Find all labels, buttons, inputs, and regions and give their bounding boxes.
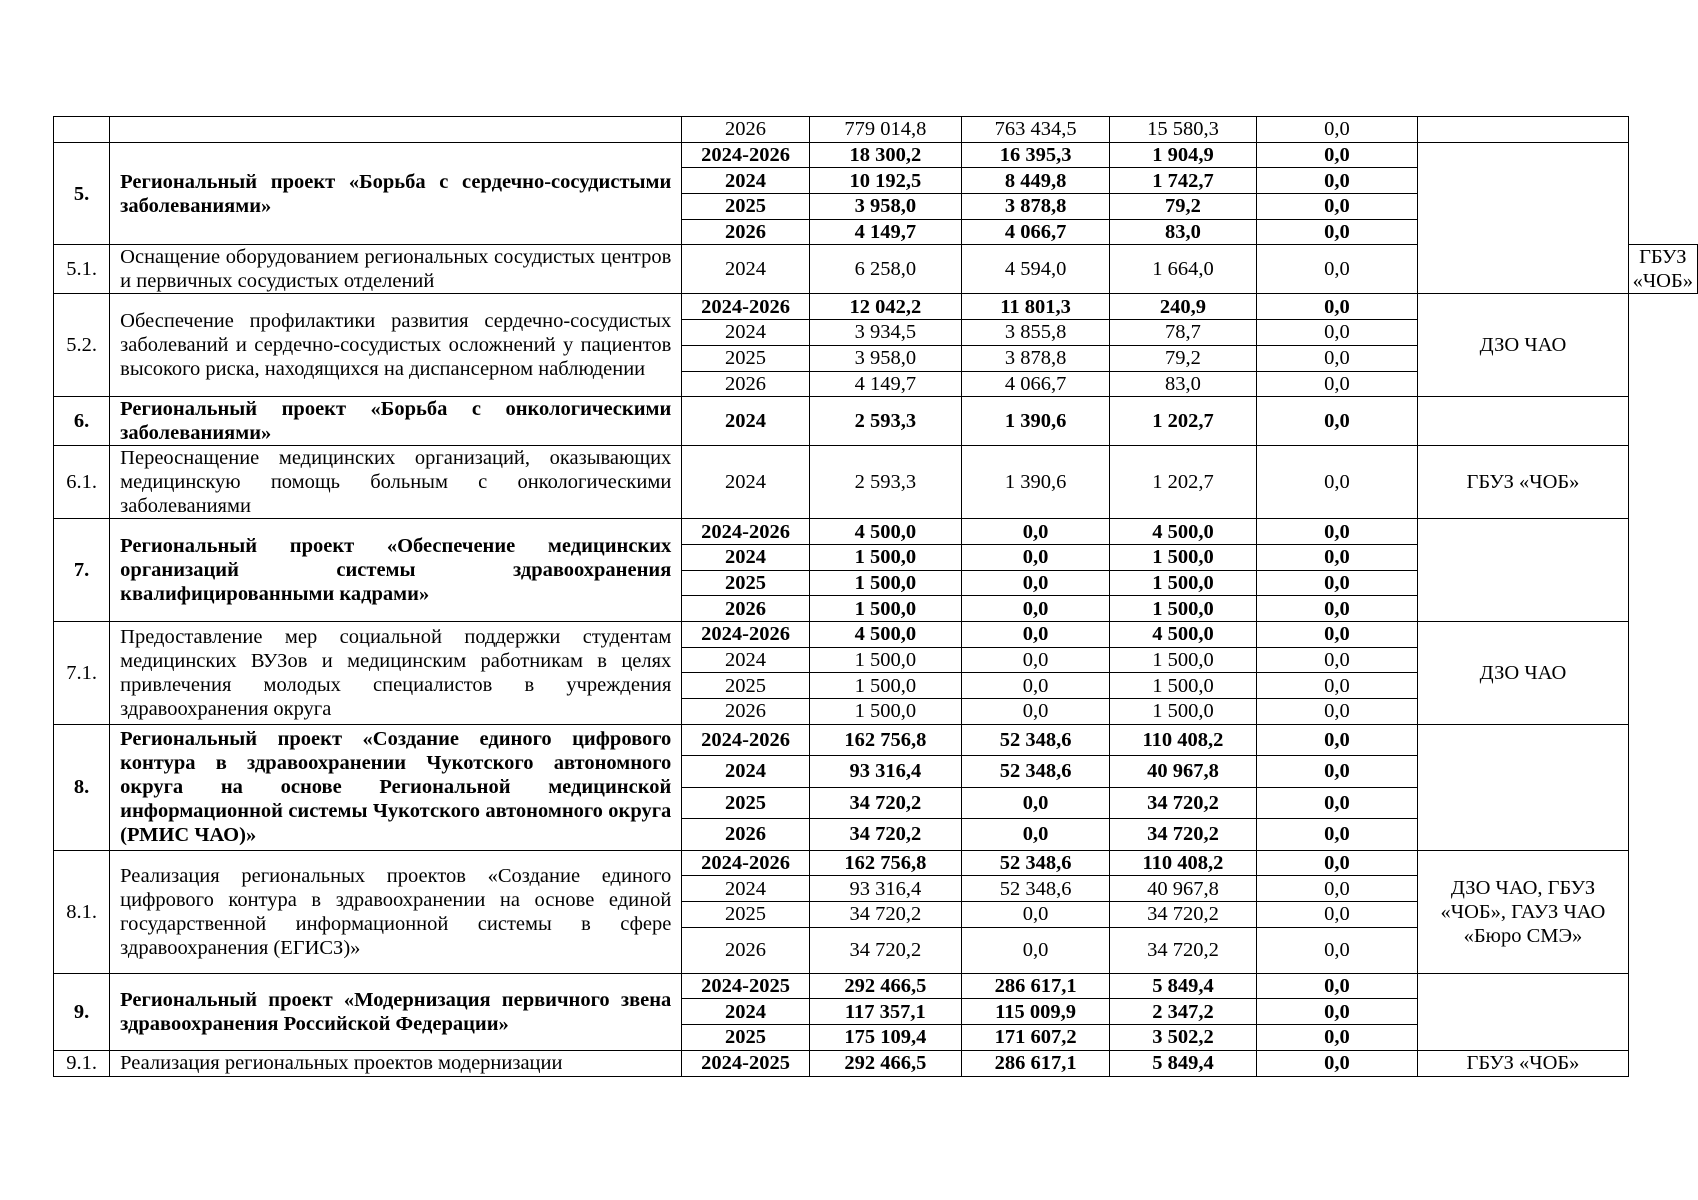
other-sources-cell: 0,0: [1256, 850, 1418, 876]
total-cell: 93 316,4: [809, 756, 961, 788]
total-cell: 1 500,0: [809, 570, 961, 596]
table-row: [54, 973, 1698, 999]
other-sources-cell: 0,0: [1256, 596, 1418, 622]
responsible-cell: [1418, 117, 1628, 143]
regional-budget-cell: 240,9: [1110, 294, 1256, 320]
table-row: [54, 850, 1698, 876]
other-sources-cell: 0,0: [1256, 371, 1418, 397]
row-number: 5.1.: [54, 245, 110, 294]
year-cell: 2024-2026: [682, 519, 809, 545]
regional-budget-cell: 1 202,7: [1110, 446, 1256, 519]
year-cell: 2026: [682, 596, 809, 622]
row-description-text: Предоставление мер социальной поддержки студентам медицинских ВУЗов и медицинским работникам в целях привлечения молодых специалистов в учреждения здравоохранения округа: [120, 625, 672, 720]
other-sources-cell: 0,0: [1256, 397, 1418, 446]
row-description-text: Реализация региональных проектов «Создание единого цифрового контура в здравоохранении на основе единой государственной информационной системы в сфере здравоохранения (ЕГИСЗ)»: [120, 864, 672, 959]
year-cell: 2025: [682, 570, 809, 596]
row-description: [110, 519, 682, 622]
other-sources-cell: 0,0: [1256, 647, 1418, 673]
year-cell: 2024: [682, 397, 809, 446]
other-sources-cell: 0,0: [1256, 168, 1418, 194]
year-cell: 2025: [682, 902, 809, 928]
responsible-cell: ДЗО ЧАО: [1418, 621, 1628, 724]
federal-budget-cell: 52 348,6: [961, 724, 1109, 756]
regional-budget-cell: 78,7: [1110, 320, 1256, 346]
federal-budget-cell: 115 009,9: [961, 999, 1109, 1025]
row-number: 5.2.: [54, 294, 110, 397]
year-cell: 2024-2025: [682, 1050, 809, 1076]
regional-budget-cell: 34 720,2: [1110, 819, 1256, 851]
other-sources-cell: 0,0: [1256, 724, 1418, 756]
responsible-cell: ДЗО ЧАО: [1418, 294, 1628, 397]
year-cell: 2024: [682, 999, 809, 1025]
responsible-cell: ДЗО ЧАО, ГБУЗ «ЧОБ», ГАУЗ ЧАО «Бюро СМЭ»: [1418, 850, 1628, 973]
total-cell: 779 014,8: [809, 117, 961, 143]
row-number: 6.1.: [54, 446, 110, 519]
federal-budget-cell: 8 449,8: [961, 168, 1109, 194]
row-number: 9.1.: [54, 1050, 110, 1076]
year-cell: 2024: [682, 647, 809, 673]
federal-budget-cell: 1 390,6: [961, 446, 1109, 519]
other-sources-cell: 0,0: [1256, 999, 1418, 1025]
total-cell: 4 500,0: [809, 519, 961, 545]
regional-budget-cell: 15 580,3: [1110, 117, 1256, 143]
year-cell: 2026: [682, 219, 809, 245]
total-cell: 4 149,7: [809, 371, 961, 397]
total-cell: 3 958,0: [809, 194, 961, 220]
total-cell: 1 500,0: [809, 647, 961, 673]
regional-budget-cell: 4 500,0: [1110, 519, 1256, 545]
responsible-cell: [1418, 397, 1628, 446]
row-description: [110, 1050, 682, 1076]
regional-budget-cell: 83,0: [1110, 371, 1256, 397]
federal-budget-cell: 0,0: [961, 544, 1109, 570]
row-description-text: Оснащение оборудованием региональных сосудистых центров и первичных сосудистых отделений: [120, 246, 672, 293]
other-sources-cell: 0,0: [1256, 787, 1418, 819]
year-cell: 2026: [682, 819, 809, 851]
regional-budget-cell: 83,0: [1110, 219, 1256, 245]
other-sources-cell: 0,0: [1256, 902, 1418, 928]
row-description-text: Региональный проект «Борьба с онкологическими заболеваниями»: [120, 398, 672, 445]
total-cell: 1 500,0: [809, 544, 961, 570]
row-description-text: Региональный проект «Модернизация первичного звена здравоохранения Российской Федерации»: [120, 988, 672, 1035]
federal-budget-cell: 0,0: [961, 927, 1109, 973]
federal-budget-cell: 0,0: [961, 647, 1109, 673]
row-description: [110, 142, 682, 245]
total-cell: 12 042,2: [809, 294, 961, 320]
table-row: [54, 446, 1698, 519]
regional-budget-cell: 79,2: [1110, 345, 1256, 371]
total-cell: 18 300,2: [809, 142, 961, 168]
total-cell: 1 500,0: [809, 596, 961, 622]
other-sources-cell: 0,0: [1256, 927, 1418, 973]
regional-budget-cell: 1 500,0: [1110, 596, 1256, 622]
total-cell: 117 357,1: [809, 999, 961, 1025]
row-description-text: Региональный проект «Обеспечение медицинских организаций системы здравоохранения квалифицированными кадрами»: [120, 535, 672, 606]
regional-budget-cell: 110 408,2: [1110, 724, 1256, 756]
regional-budget-cell: 1 500,0: [1110, 673, 1256, 699]
other-sources-cell: 0,0: [1256, 320, 1418, 346]
row-number: 6.: [54, 397, 110, 446]
year-cell: 2024-2026: [682, 294, 809, 320]
other-sources-cell: 0,0: [1256, 219, 1418, 245]
other-sources-cell: 0,0: [1256, 544, 1418, 570]
federal-budget-cell: 3 878,8: [961, 345, 1109, 371]
federal-budget-cell: 4 594,0: [961, 245, 1109, 294]
row-description-text: Региональный проект «Борьба с сердечно-сосудистыми заболеваниями»: [120, 170, 672, 217]
row-number: 8.: [54, 724, 110, 850]
year-cell: 2024: [682, 446, 809, 519]
federal-budget-cell: 52 348,6: [961, 876, 1109, 902]
other-sources-cell: 0,0: [1256, 1050, 1418, 1076]
table-row: [54, 1050, 1698, 1076]
regional-budget-cell: 4 500,0: [1110, 621, 1256, 647]
federal-budget-cell: 4 066,7: [961, 371, 1109, 397]
responsible-cell: ГБУЗ «ЧОБ»: [1418, 446, 1628, 519]
year-cell: 2025: [682, 1025, 809, 1051]
year-cell: 2024-2026: [682, 724, 809, 756]
other-sources-cell: 0,0: [1256, 876, 1418, 902]
total-cell: 175 109,4: [809, 1025, 961, 1051]
regional-budget-cell: 1 904,9: [1110, 142, 1256, 168]
regional-budget-cell: 1 202,7: [1110, 397, 1256, 446]
row-number: 7.: [54, 519, 110, 622]
row-description: [110, 850, 682, 973]
year-cell: 2024: [682, 320, 809, 346]
federal-budget-cell: 0,0: [961, 570, 1109, 596]
total-cell: 6 258,0: [809, 245, 961, 294]
total-cell: 2 593,3: [809, 446, 961, 519]
regional-budget-cell: 1 500,0: [1110, 570, 1256, 596]
regional-budget-cell: 34 720,2: [1110, 902, 1256, 928]
total-cell: 34 720,2: [809, 819, 961, 851]
other-sources-cell: 0,0: [1256, 819, 1418, 851]
year-cell: 2026: [682, 699, 809, 725]
regional-budget-cell: 5 849,4: [1110, 1050, 1256, 1076]
total-cell: 10 192,5: [809, 168, 961, 194]
regional-budget-cell: 40 967,8: [1110, 756, 1256, 788]
federal-budget-cell: 1 390,6: [961, 397, 1109, 446]
other-sources-cell: 0,0: [1256, 973, 1418, 999]
federal-budget-cell: 0,0: [961, 621, 1109, 647]
row-number: 5.: [54, 142, 110, 245]
row-description-text: Обеспечение профилактики развития сердечно-сосудистых заболеваний и сердечно-сосудистых осложнений у пациентов высокого риска, находящихся на диспансерном наблюдении: [120, 310, 672, 381]
responsible-cell: [1418, 973, 1628, 1050]
other-sources-cell: 0,0: [1256, 519, 1418, 545]
table-row: [54, 621, 1698, 647]
regional-budget-cell: 34 720,2: [1110, 787, 1256, 819]
federal-budget-cell: 286 617,1: [961, 1050, 1109, 1076]
regional-budget-cell: 110 408,2: [1110, 850, 1256, 876]
federal-budget-cell: 0,0: [961, 596, 1109, 622]
federal-budget-cell: 0,0: [961, 673, 1109, 699]
federal-budget-cell: 0,0: [961, 699, 1109, 725]
regional-budget-cell: 79,2: [1110, 194, 1256, 220]
table-row: [54, 397, 1698, 446]
year-cell: 2026: [682, 927, 809, 973]
year-cell: 2024: [682, 876, 809, 902]
year-cell: 2025: [682, 787, 809, 819]
year-cell: 2024: [682, 245, 809, 294]
row-description: [110, 117, 682, 143]
row-description-text: Переоснащение медицинских организаций, оказывающих медицинскую помощь больным с онкологическими заболеваниями: [120, 447, 672, 518]
row-number: [54, 117, 110, 143]
federal-budget-cell: 0,0: [961, 519, 1109, 545]
total-cell: 1 500,0: [809, 673, 961, 699]
federal-budget-cell: 4 066,7: [961, 219, 1109, 245]
other-sources-cell: 0,0: [1256, 756, 1418, 788]
regional-budget-cell: 34 720,2: [1110, 927, 1256, 973]
row-number: 7.1.: [54, 621, 110, 724]
regional-budget-cell: 40 967,8: [1110, 876, 1256, 902]
federal-budget-cell: 3 855,8: [961, 320, 1109, 346]
year-cell: 2024: [682, 168, 809, 194]
year-cell: 2025: [682, 673, 809, 699]
total-cell: 93 316,4: [809, 876, 961, 902]
other-sources-cell: 0,0: [1256, 570, 1418, 596]
federal-budget-cell: 3 878,8: [961, 194, 1109, 220]
other-sources-cell: 0,0: [1256, 194, 1418, 220]
row-description-text: Реализация региональных проектов модернизации: [120, 1052, 563, 1075]
year-cell: 2024-2026: [682, 621, 809, 647]
other-sources-cell: 0,0: [1256, 345, 1418, 371]
other-sources-cell: 0,0: [1256, 621, 1418, 647]
row-number: 9.: [54, 973, 110, 1050]
other-sources-cell: 0,0: [1256, 294, 1418, 320]
table-row: [54, 117, 1698, 143]
table-row: [54, 724, 1698, 756]
year-cell: 2024-2026: [682, 850, 809, 876]
regional-budget-cell: 3 502,2: [1110, 1025, 1256, 1051]
total-cell: 162 756,8: [809, 850, 961, 876]
total-cell: 4 149,7: [809, 219, 961, 245]
row-description: [110, 446, 682, 519]
other-sources-cell: 0,0: [1256, 117, 1418, 143]
total-cell: 292 466,5: [809, 1050, 961, 1076]
year-cell: 2024: [682, 544, 809, 570]
federal-budget-cell: 763 434,5: [961, 117, 1109, 143]
federal-budget-cell: 171 607,2: [961, 1025, 1109, 1051]
federal-budget-cell: 52 348,6: [961, 850, 1109, 876]
other-sources-cell: 0,0: [1256, 245, 1418, 294]
year-cell: 2025: [682, 194, 809, 220]
financing-table: [53, 116, 1698, 1077]
row-number: 8.1.: [54, 850, 110, 973]
total-cell: 34 720,2: [809, 902, 961, 928]
total-cell: 34 720,2: [809, 787, 961, 819]
year-cell: 2026: [682, 117, 809, 143]
year-cell: 2026: [682, 371, 809, 397]
regional-budget-cell: 1 500,0: [1110, 647, 1256, 673]
total-cell: 2 593,3: [809, 397, 961, 446]
total-cell: 292 466,5: [809, 973, 961, 999]
federal-budget-cell: 11 801,3: [961, 294, 1109, 320]
year-cell: 2025: [682, 345, 809, 371]
other-sources-cell: 0,0: [1256, 142, 1418, 168]
federal-budget-cell: 286 617,1: [961, 973, 1109, 999]
total-cell: 3 958,0: [809, 345, 961, 371]
year-cell: 2024-2026: [682, 142, 809, 168]
row-description-text: Региональный проект «Создание единого цифрового контура в здравоохранении Чукотского автономного округа на основе Региональной медицинской информационной системы Чукотского автономного округа (РМИС ЧАО)»: [120, 728, 672, 847]
federal-budget-cell: 52 348,6: [961, 756, 1109, 788]
responsible-cell: [1418, 519, 1628, 622]
row-description: [110, 245, 682, 294]
total-cell: 4 500,0: [809, 621, 961, 647]
regional-budget-cell: 1 500,0: [1110, 699, 1256, 725]
other-sources-cell: 0,0: [1256, 1025, 1418, 1051]
row-description: [110, 397, 682, 446]
year-cell: 2024-2025: [682, 973, 809, 999]
responsible-cell: ГБУЗ «ЧОБ»: [1418, 1050, 1628, 1076]
regional-budget-cell: 2 347,2: [1110, 999, 1256, 1025]
year-cell: 2024: [682, 756, 809, 788]
regional-budget-cell: 1 500,0: [1110, 544, 1256, 570]
other-sources-cell: 0,0: [1256, 673, 1418, 699]
row-description: [110, 294, 682, 397]
row-description: [110, 724, 682, 850]
responsible-cell: [1418, 142, 1628, 294]
table-row: [54, 142, 1698, 168]
table-row: [54, 519, 1698, 545]
other-sources-cell: 0,0: [1256, 699, 1418, 725]
total-cell: 3 934,5: [809, 320, 961, 346]
responsible-cell: [1418, 724, 1628, 850]
federal-budget-cell: 0,0: [961, 787, 1109, 819]
federal-budget-cell: 0,0: [961, 902, 1109, 928]
total-cell: 1 500,0: [809, 699, 961, 725]
row-description: [110, 973, 682, 1050]
row-description: [110, 621, 682, 724]
regional-budget-cell: 1 742,7: [1110, 168, 1256, 194]
responsible-cell: ГБУЗ «ЧОБ»: [1628, 245, 1697, 294]
total-cell: 162 756,8: [809, 724, 961, 756]
table-row: [54, 294, 1698, 320]
regional-budget-cell: 1 664,0: [1110, 245, 1256, 294]
other-sources-cell: 0,0: [1256, 446, 1418, 519]
total-cell: 34 720,2: [809, 927, 961, 973]
regional-budget-cell: 5 849,4: [1110, 973, 1256, 999]
federal-budget-cell: 0,0: [961, 819, 1109, 851]
federal-budget-cell: 16 395,3: [961, 142, 1109, 168]
